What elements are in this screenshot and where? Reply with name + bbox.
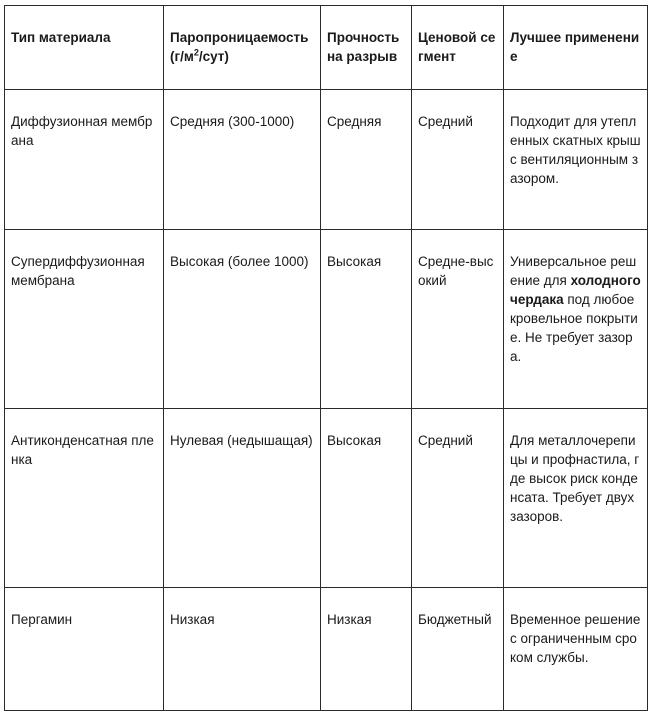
cell-strength: Низкая — [321, 588, 412, 711]
best-use-highlight: холодного чердака — [510, 273, 641, 307]
table-header-row — [5, 6, 648, 90]
cell-permeability: Нулевая (недышащая) — [164, 409, 321, 588]
cell-best-use: Для металлочерепицы и профнастила, где высок риск конденсата. Требует двух зазоров. — [504, 409, 648, 588]
cell-price: Средне-высокий — [412, 230, 504, 409]
cell-permeability: Средняя (300-1000) — [164, 90, 321, 230]
best-use-text-before: Универсальное решение для — [510, 254, 637, 288]
cell-permeability: Высокая (более 1000) — [164, 230, 321, 409]
header-permeability-prefix: Паропроницаемость (г/м — [170, 30, 309, 64]
best-use-text-after: под любое кровельное покрытие. Не требует зазора. — [510, 292, 638, 364]
table-row — [5, 588, 648, 711]
cell-price: Бюджетный — [412, 588, 504, 711]
table-row — [5, 230, 648, 409]
cell-strength: Высокая — [321, 230, 412, 409]
cell-material-type: Диффузионная мембрана — [5, 90, 164, 230]
cell-material-type: Антиконденсатная пленка — [5, 409, 164, 588]
cell-material-type: Пергамин — [5, 588, 164, 711]
cell-best-use: Временное решение с ограниченным сроком службы. — [504, 588, 648, 711]
cell-strength: Средняя — [321, 90, 412, 230]
cell-best-use — [504, 230, 648, 409]
cell-permeability: Низкая — [164, 588, 321, 711]
header-permeability-suffix: /сут) — [198, 49, 229, 64]
materials-comparison-table — [4, 5, 648, 711]
header-vapor-permeability — [164, 6, 321, 90]
header-best-use: Лучшее применение — [504, 6, 648, 90]
header-tensile-strength: Прочность на разрыв — [321, 6, 412, 90]
cell-price: Средний — [412, 409, 504, 588]
header-permeability-sup: 2 — [193, 47, 199, 58]
cell-best-use: Подходит для утепленных скатных крыш с вентиляционным зазором. — [504, 90, 648, 230]
header-material-type: Тип материала — [5, 6, 164, 90]
table-row — [5, 409, 648, 588]
header-price-segment: Ценовой сегмент — [412, 6, 504, 90]
cell-strength: Высокая — [321, 409, 412, 588]
cell-material-type: Супердиффузионная мембрана — [5, 230, 164, 409]
table-row — [5, 90, 648, 230]
cell-price: Средний — [412, 90, 504, 230]
